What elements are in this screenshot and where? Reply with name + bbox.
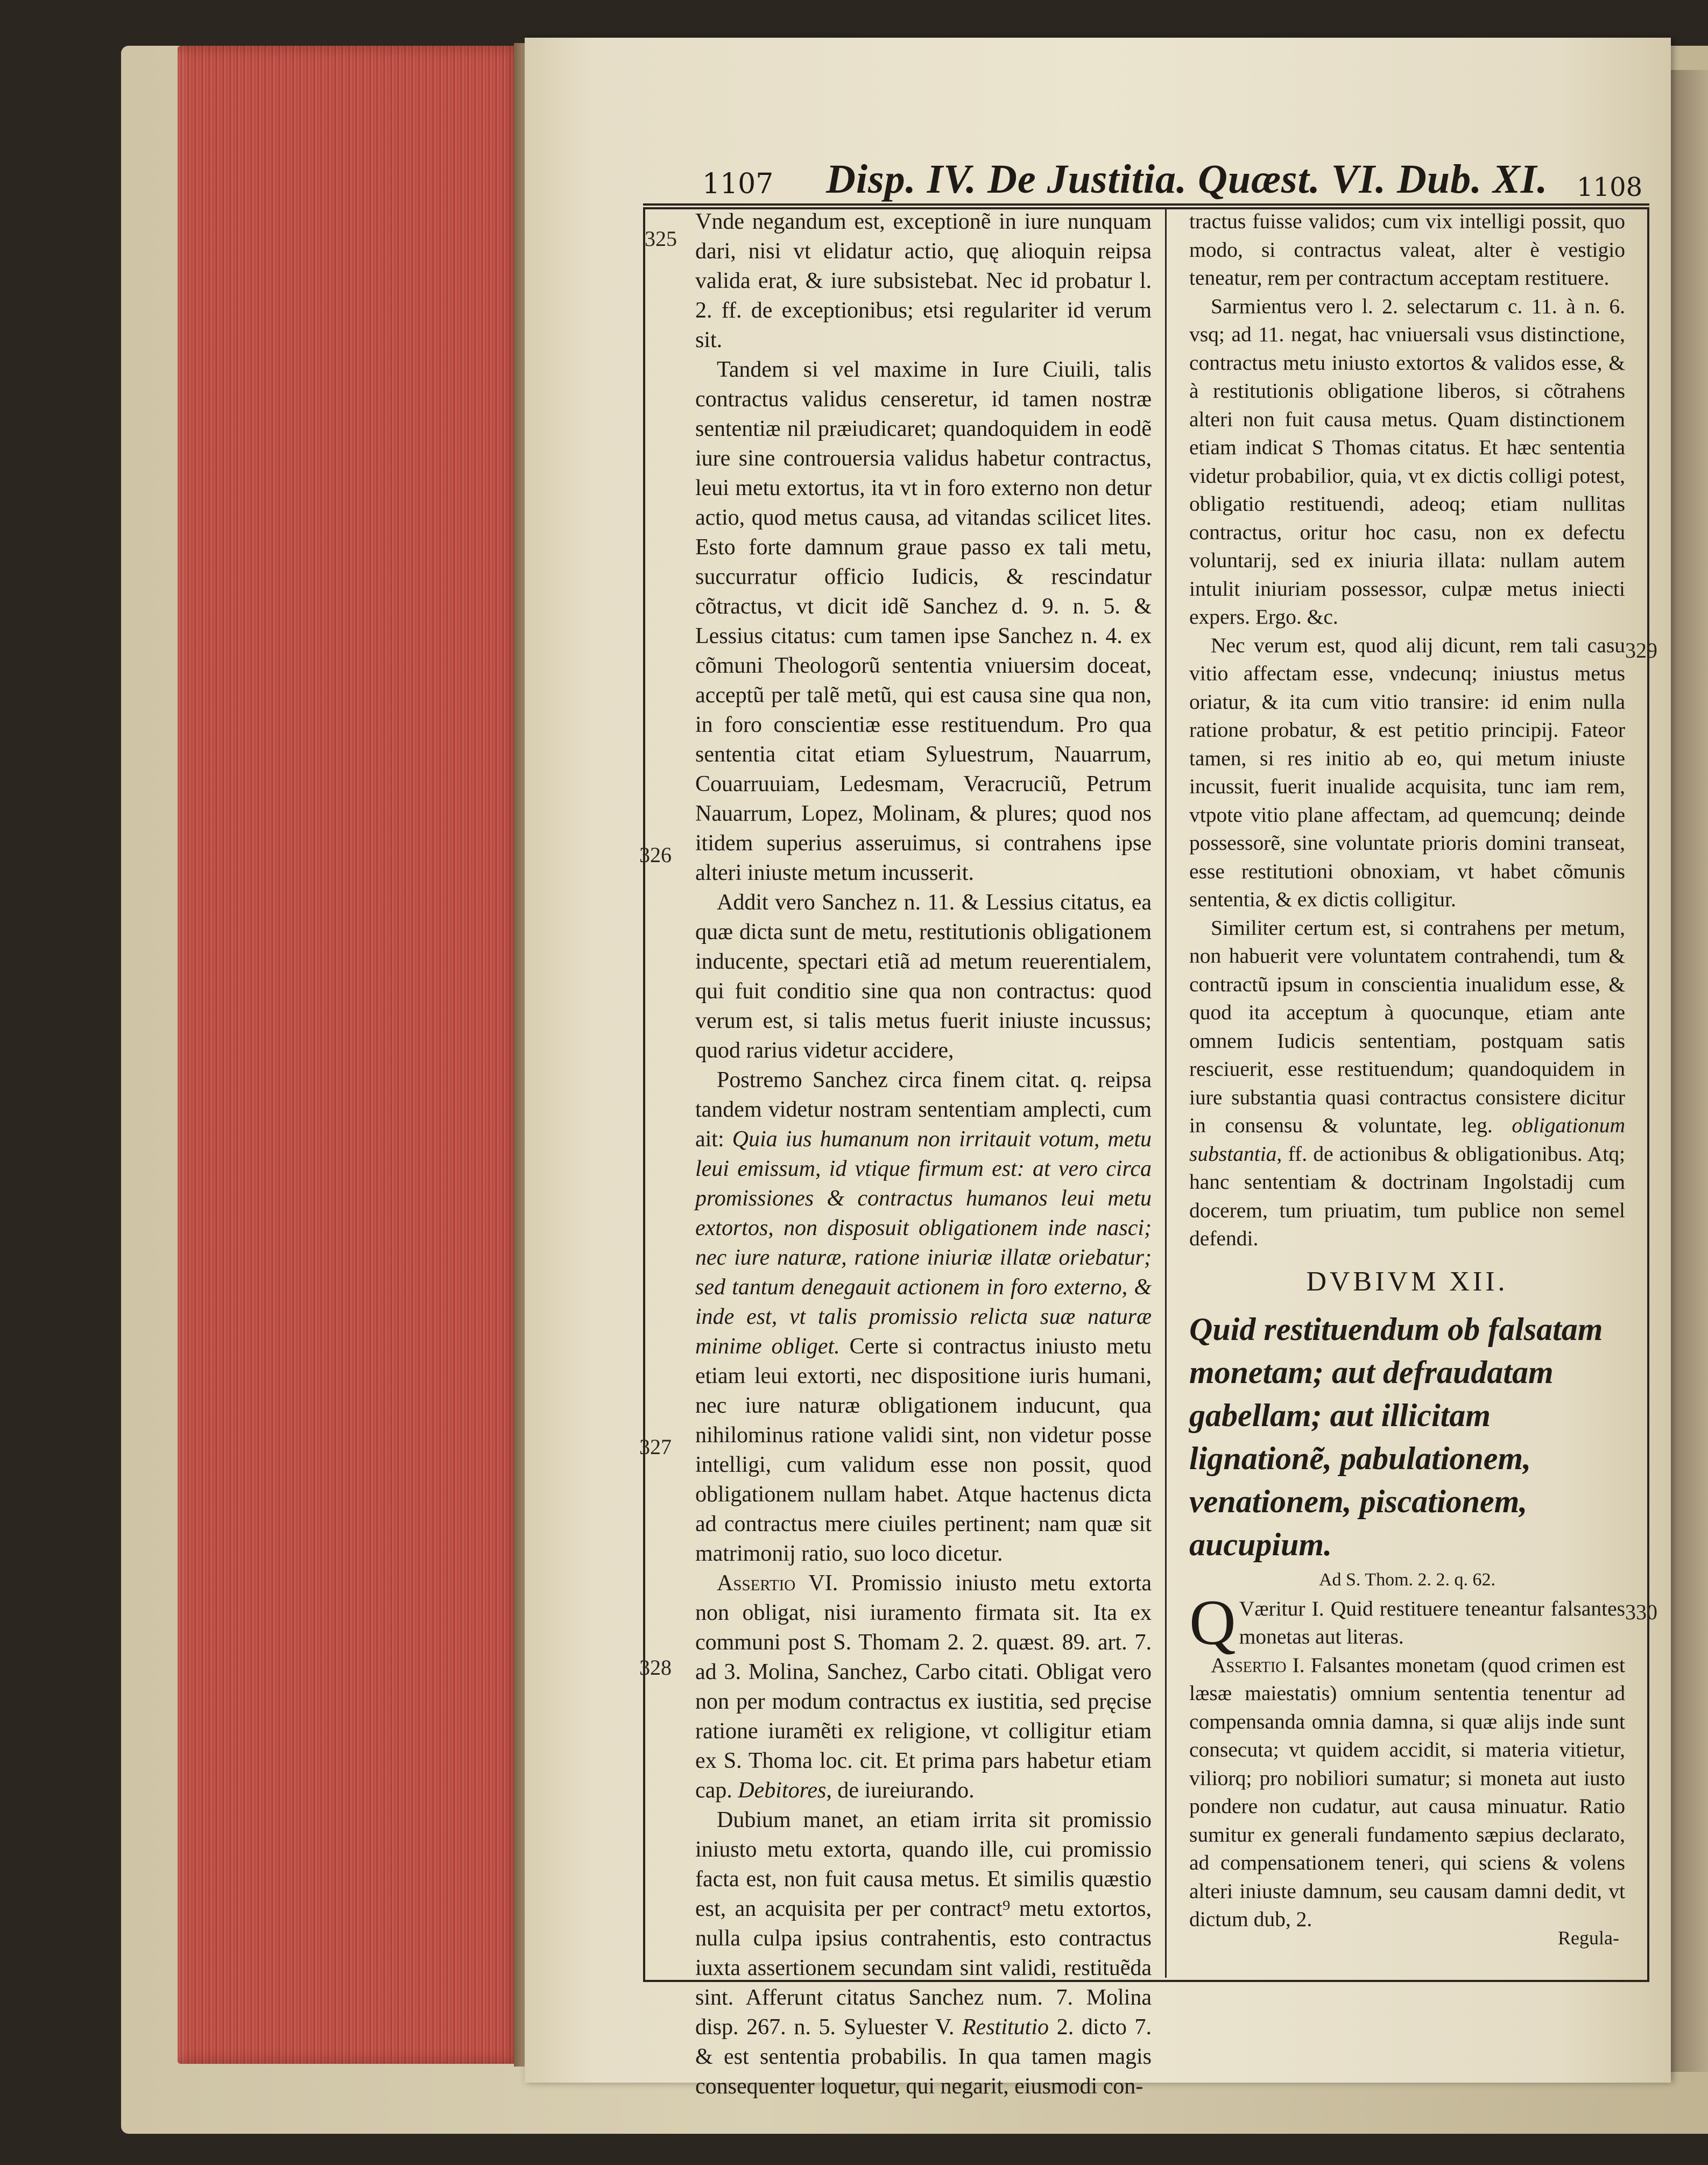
paragraph	[1189, 914, 1625, 1253]
paragraph: Nec verum est, quod alij dicunt, rem tali casu vitio affectam esse, vndecunq; iniustus metus oriatur, & ita cum vitio transire: id enim nulla ratione probatur, & est petitio principij. Fateor tamen, si res initio ab eo, qui metum iniuste incussit, fuerit inualide acquisita, tunc iam rem, vtpote vitio plane affectam, ad quemcunq; deinde possessorẽ, sine voluntate prioris domini transeat, esse restitutioni obnoxiam, vt habet cõmunis sententia, & ex dictis colligitur.	[1189, 633, 1625, 911]
margin-number: 328	[639, 1655, 672, 1680]
page-header	[643, 156, 1649, 204]
paragraph: Vnde negandum est, exceptionẽ in iure nunquam dari, nisi vt elidatur actio, quę alioquin reipsa valida erat, & iure subsistebat. Nec id probatur l. 2. ff. de exceptionibus; etsi regulariter id verum sit.	[695, 209, 1152, 352]
page-number-left: 1107	[702, 168, 774, 200]
paragraph: Addit vero Sanchez n. 11. & Lessius citatus, ea quæ dicta sunt de metu, restitutionis obligationem inducente, spectari etiã ad metum reuerentialem, qui fuit conditio sine qua non contractus: quod verum est, si talis metus fuerit iniuste incussus; quod rarius videtur accidere,	[695, 890, 1152, 1063]
page-number-right: 1108	[1577, 172, 1643, 202]
drop-cap: Q	[1189, 1586, 1236, 1658]
paragraph-text: , ff. de actionibus & obligationibus. Atq; hanc sententiam & doctrinam Ingolstadij cum docerem, tum priuatim, tum publice non semel defendi.	[1189, 1141, 1625, 1250]
paragraph-text: 2. dicto 7. & est sententia probabilis. In qua tamen magis consequenter loquetur, qui negarit, eiusmodi con-	[695, 2015, 1152, 2099]
paragraph-text: VI. Promissio iniusto metu extorta non obligat, nisi iuramento firmata sit. Ita ex communi post S. Thomam 2. 2. quæst. 89. art. 7. ad 3. Molina, Sanchez, Carbo citati. Obligat vero non per modum contractus ex iustitia, sed pręcise ratione iuramẽti ex religione, vt colligitur etiam ex S. Thoma loc. cit. Et prima pars habetur etiam cap.	[695, 1571, 1152, 1803]
paragraph-text: Certe si contractus iniusto metu etiam leui extorti, nec dispositione iuris humani, nec iure naturæ obligationem inducunt, qua nihilominus ratione validi sint, non videtur posse intelligi, cum validum esse non possit, quod obligationem nullam habet. Atque hactenus dicta ad contractus mere ciuiles pertinent; nam quæ sit matrimonij ratio, suo loco dicetur.	[695, 1334, 1152, 1566]
italic-reference: obligationum substantia	[1189, 1113, 1626, 1166]
margin-number: 325	[645, 227, 677, 251]
paragraph	[1189, 1651, 1625, 1934]
section-heading: DVBIVM XII.	[1306, 1266, 1508, 1297]
margin-number: 329	[1625, 638, 1657, 662]
paragraph-text: Postremo Sanchez circa finem citat. q. reipsa tandem videtur nostram sententiam amplecti, cum ait:	[695, 1068, 1152, 1152]
assertio-label: Assertio	[1211, 1653, 1287, 1677]
catchword: Regula-	[1558, 1927, 1619, 1949]
margin-number: 326	[639, 843, 672, 867]
book-edge-red	[178, 46, 522, 2064]
paragraph	[695, 1569, 1152, 1806]
column-divider	[1165, 207, 1167, 1978]
assertio-label: Assertio	[717, 1571, 796, 1596]
right-column	[1189, 207, 1625, 1934]
paragraph-text: Similiter certum est, si contrahens per metum, non habuerit vere voluntatem contrahendi, tum & contractũ ipsum in conscientia inualidum esse, & quod ita acceptum à quocunque, etiam ante omnem Iudicis sententiam, postquam satis resciuerit, esse restituendum; quandoquidem in iure substantia quasi contractus consistere dicitur in consensu & voluntate, leg.	[1189, 915, 1625, 1137]
paragraph: tractus fuisse validos; cum vix intelligi possit, quo modo, si contractus valeat, alter è vestigio teneatur, rem per contractum acceptam restituere.	[1189, 209, 1625, 290]
paragraph	[695, 1806, 1152, 2101]
paragraph	[695, 1066, 1152, 1569]
margin-number: 327	[639, 1435, 672, 1459]
left-column	[695, 207, 1152, 2101]
margin-number: 330	[1625, 1600, 1657, 1624]
reference-line: Ad S. Thom. 2. 2. q. 62.	[1318, 1570, 1496, 1590]
italic-reference: Debitores	[738, 1778, 827, 1803]
paragraph: Sarmientus vero l. 2. selectarum c. 11. à n. 6. vsq; ad 11. negat, hac vniuersali vsus distinctione, contractus metu iniusto extortos & validos esse, & à restitutionis obligatione liberos, si cõtrahens alteri non fuit causa metus. Quam distinctionem etiam indicat S Thomas citatus. Et hæc sententia videtur probabilior, quia, vt ex dictis colligi potest, obligatio restituendi, adeoq; etiam nullitas contractus, oritur hoc casu, non ex defectu voluntarij, sed ex iniuria illata: nullam autem intulit iniuriam possessor, culpæ metus iniecti expers. Ergo. &c.	[1189, 294, 1625, 629]
paragraph-text: Dubium manet, an etiam irrita sit promissio iniusto metu extorta, quando ille, cui promissio facta est, non fuit causa metus. Et similis quæstio est, an acquisita per per contract⁹ metu extortos, nulla culpa ipsius contrahentis, esto contractus iuxta assertionem secundam sint validi, restituẽda sint. Afferunt citatus Sanchez num. 7. Molina disp. 267. n. 5. Syluester V.	[695, 1808, 1152, 2040]
paragraph-text: I. Falsantes monetam (quod crimen est læsæ maiestatis) omnium sententia tenentur ad compensanda omnia damna, si quæ alijs inde sunt consecuta; vt quidem accidit, si materia vitietur, viliorq; pro nobiliori sumatur; si moneta aut iusto pondere non cudatur, aut causa minuatur. Ratio sumitur ex generali fundamento sæpius declarato, ad compensationem teneri, qui sciens & volens alteri iniuste damnum, seu causam damni dedit, vt dictum dub, 2.	[1189, 1653, 1625, 1931]
running-title: Disp. IV. De Justitia. Quæst. VI. Dub. XI.	[826, 157, 1548, 202]
paragraph-text: , de iureiurando.	[826, 1778, 975, 1803]
adjacent-page-edge	[1671, 70, 1708, 2072]
paragraph: Tandem si vel maxime in Iure Ciuili, talis contractus validus censeretur, id tamen nostræ sententiæ nil præiudicaret; quandoquidem in eodẽ iure sine controuersia validus habetur contractus, leui metu extortus, ita vt in foro externo non detur actio, quod metus causa, ad vitandas scilicet lites. Esto forte damnum graue passo ex tali metu, succurratur officio Iudicis, & rescindatur cõtractus, vt dicit idẽ Sanchez d. 9. n. 5. & Lessius citatus: cum tamen ipse Sanchez n. 4. ex cõmuni Theologorũ sententia vniuersim doceat, acceptũ per talẽ metũ, qui est causa sine qua non, in foro conscientiæ esse restituendum. Pro qua sententia citat etiam Syluestrum, Nauarrum, Couarruuiam, Ledesmam, Veracruciũ, Petrum Nauarrum, Lopez, Molinam, & plures; quod nos itidem superius asseruimus, si contrahens ipse alteri iniuste metum incusserit.	[695, 357, 1152, 885]
italic-reference: Restitutio	[962, 2015, 1049, 2040]
question-heading: Quid restituendum ob falsatam monetam; aut defraudatam gabellam; aut illicitam lignationẽ, pabulationem, venationem, piscationem, aucupium.	[1189, 1311, 1603, 1562]
paragraph-text: Væritur I. Quid restituere teneantur falsantes monetas aut literas.	[1239, 1596, 1625, 1648]
paragraph	[1189, 1586, 1625, 1658]
italic-quotation: Quia ius humanum non irritauit votum, metu leui emissum, id vtique firmum est: at vero circa promissiones & contractus humanos leui metu extortos, non disposuit obligationem inde nasci; nec iure naturæ, ratione iniuriæ illatæ oriebatur; sed tantum denegauit actionem in foro externo, & inde est, vt talis promissio relicta suæ naturæ minime obliget.	[695, 1127, 1152, 1359]
